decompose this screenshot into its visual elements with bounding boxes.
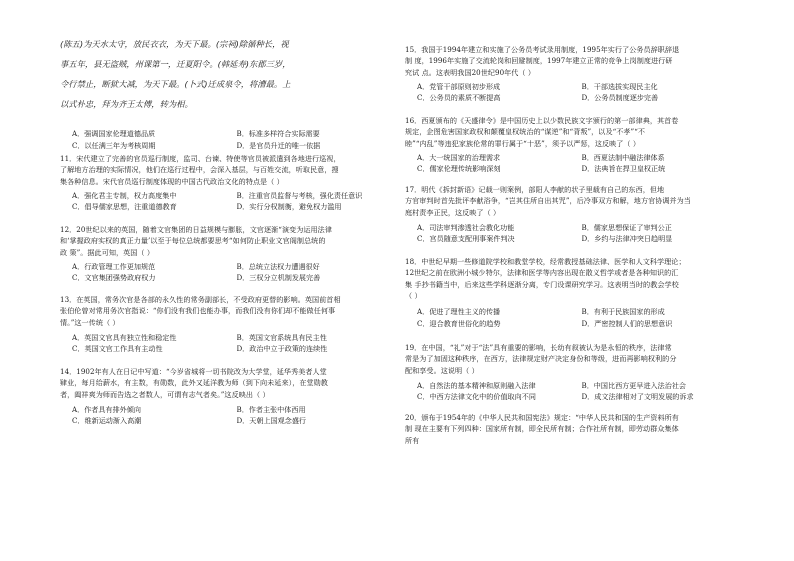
question-stem: 18．中世纪早期一些修道院学校和教堂学校，经常教授基础法律、医学和人文科学理论； [405, 257, 686, 266]
option-b[interactable]: B．有利于民族国家的形成 [581, 307, 665, 317]
question-stem: 政 策”。据此可知，英国（ ） [60, 247, 155, 257]
question-stem: 规定，企图危害国家政权和颠覆皇权统治的“谋逆”和“背叛”，以及“不孝”“不 [405, 127, 646, 137]
option-c[interactable]: C．文官集团强势政府权力 [72, 273, 156, 283]
question-11 [60, 153, 395, 213]
option-c[interactable]: C．宫员随意支配刑事案件判决 [417, 234, 515, 244]
option-d[interactable]: D．乡约与法律冲突日趋明显 [581, 234, 673, 244]
question-stem: 20．颁布于1954年的《中华人民共和国宪法》规定：“中华人民共和国的生产资料所有 [405, 413, 679, 422]
question-stem: 所有 [405, 435, 420, 445]
question-stem: 张伯伦曾对常用务次官指说：“你们没有我们也能办事，而我们没有你们却不能做任何事 [60, 306, 336, 316]
question-stem: 制 现在主要有下列四种：国家所有制，即全民所有制；合作社所有制，即劳动群众集体 [405, 424, 679, 434]
question-19 [405, 342, 740, 403]
question-stem: 14．1902年有人在日记中写道：“今岁省城将一切书院改为大学堂，延华秀美者人堂 [60, 367, 327, 376]
question-stem: 16．西夏颁布的《天盛律令》是中国历史上以少数民族文字颁行的第一部律典，其首卷 [405, 116, 679, 125]
question-stem: 睦”“内乱”等违犯家族伦常的罪行属于“十恶”，须予以严惩，这反映了（ ） [405, 138, 640, 148]
option-c[interactable]: C．公务员的素质不断提高 [417, 93, 501, 103]
question-stem: 配和享受。这说明（ ） [405, 365, 479, 375]
option-d[interactable]: D．政治中立于政策的连续性 [236, 344, 328, 354]
passage-line: 令行禁止，断狱大减，为天下最。(卜式)迁成泉令，将漕最。上 [60, 79, 291, 89]
question-stem: 肄业，每月给薪水，有主数，有勋数，此外又延洋教为师（到下向未延来），在堂勋教 [60, 378, 328, 388]
question-stem: 方官审判时首先批评李献浴争，“岂其住所自出其咒”，后冷事双方和解，地方官协调并为当 [405, 196, 691, 206]
question-stem: 情。”这一传统（ ） [60, 317, 120, 327]
question-stem: 11．宋代建立了完善的官员巡行制度，监司、台谏、特使等官员被派遣到各地进行巡视， [60, 154, 341, 163]
question-stem: 和‘掌握政府实权的真正力量’以至于每位总统都要思考“如何防止职业文官阁制总统的 [60, 236, 326, 246]
question-20 [405, 412, 740, 446]
question-stem: 制 度，1996年实施了交流轮岗和回避制度，1997年建立正常的竞争上岗制度进行研 [405, 56, 673, 66]
q10-options [60, 128, 395, 151]
question-16 [405, 115, 740, 175]
option-d[interactable]: D．天朝上国观念盛行 [236, 416, 307, 426]
question-stem: 者，阖祥爽为师而告选之者数人，可谓有志气者矣。”这反映出（ ） [60, 389, 270, 399]
question-stem: 15．我国于1994年建立和实施了公务员考试录用制度，1995年实行了公务员辞职辞退 [405, 45, 680, 54]
question-stem: 集各种信息。宋代官员巡行制度体现的中国古代政治文化的特点是（ ） [60, 176, 284, 186]
question-stem: 庭村责李正民，这反映了（ ） [405, 207, 501, 217]
option-a[interactable]: A．行政管理工作更加规范 [72, 261, 156, 271]
option-a[interactable]: A．作者具有排外倾向 [72, 404, 141, 414]
option-a[interactable]: A．英国文官具有独立性和稳定性 [72, 332, 177, 342]
option-d[interactable]: D．三权分立机制发展完善 [236, 273, 321, 283]
option-d[interactable]: D．法典旨在捍卫皇权正统 [581, 164, 666, 174]
option-d[interactable]: D．严密控制人们的思想意识 [581, 318, 673, 328]
question-stem: （ ） [405, 290, 422, 300]
question-stem: 了解地方治理的实际情况，他们在巡行过程中，会深入基层，与百姓交流，听取民意，搜 [60, 165, 339, 175]
question-stem: 17．明代《拆封新语》记载一则案例，部阳人李献的状子里载有自己的东西，但地 [405, 185, 665, 194]
question-stem: 13．在英国，常务次官是各部的永久性的常务副部长，不受政府更替的影响。英国前首相 [60, 295, 341, 304]
question-17 [405, 184, 740, 245]
option-a[interactable]: A．促进了理性主义的传播 [417, 307, 501, 317]
option-b[interactable]: B．作者主张中体西用 [236, 404, 306, 414]
option-b[interactable]: B．注重官员监督与考核，强化责任意识 [236, 190, 363, 200]
option-c[interactable]: C．中西方法律文化中的价值取向不同 [417, 392, 536, 402]
option-b[interactable]: B．中国比西方更早进入法治社会 [581, 380, 687, 390]
question-18 [405, 256, 740, 329]
option-c[interactable]: C．以任满三年为考核周期 [72, 140, 156, 150]
option-b[interactable]: B．标准多样符合实际需要 [236, 129, 320, 138]
option-a[interactable]: A．司法审判渗透社会教化功能 [417, 222, 515, 232]
passage-line: 事五年，县无盗贼，州课第一，迁夏阳令。(韩延寿)东郡三岁， [60, 59, 291, 69]
option-b[interactable]: B．干部选拔实现民主化 [581, 81, 658, 91]
question-stem: 12世纪之前在欧洲小城少特尔，法律和医学等内容出现在散义哲学或者是各种知识的汇 [405, 268, 679, 278]
question-15 [405, 44, 740, 104]
option-a[interactable]: A．强化君主专制，权力高度集中 [72, 190, 177, 200]
question-stem: 集 手抄书籍当中，后来这些学科逐渐分离，专门设课研究学习。这表明当时的教会学校 [405, 279, 679, 289]
question-13 [60, 294, 395, 355]
option-d[interactable]: D．公务员制度逐步完善 [581, 93, 659, 103]
option-a[interactable]: A．自然法的基本精神和原则融入法律 [417, 380, 536, 390]
option-a[interactable]: A．大一统国家的治理需求 [417, 152, 501, 162]
passage-line: (陈五)为天水太守，放民衣衣，为天下最。(宗祠)除循种长，视 [60, 39, 289, 49]
option-c[interactable]: C．儒家伦理传统影响深刻 [417, 164, 501, 174]
option-d[interactable]: D．成文法律相对了文明发展的诉求 [581, 392, 694, 402]
option-d[interactable]: D．实行分权制衡，避免权力滥用 [236, 202, 342, 212]
question-stem: 19．在中国，“礼”对于“法”具有重要的影响，长幼有叙被认为是永恒的秩序，法律常 [405, 343, 672, 352]
option-c[interactable]: C．迎合教育世俗化的趋势 [417, 318, 501, 328]
option-d[interactable]: D．是官员升迁的唯一依据 [236, 140, 321, 150]
option-b[interactable]: B．儒家思想保证了审判公正 [581, 222, 672, 232]
option-a[interactable]: A．党管干部原则初步形成 [417, 81, 501, 91]
option-a[interactable]: A．强调国家伦理道德品质 [72, 129, 156, 138]
passage-line: 以式朴忠，拜为齐王太傅，转为相。 [60, 99, 193, 109]
option-b[interactable]: B．西夏法制中融法律体系 [581, 152, 665, 162]
option-c[interactable]: C．维新运动渐入高潮 [72, 416, 142, 426]
option-c[interactable]: C．英国文官工作具有主动性 [72, 344, 163, 354]
option-b[interactable]: B．总统立法权力遭遇很好 [236, 261, 320, 271]
option-b[interactable]: B．英国文官系统具有民主性 [236, 332, 327, 342]
option-c[interactable]: C．倡导儒家思想，注重道德教育 [72, 202, 177, 212]
question-stem: 究试 点。这表明我国20世纪90年代（ ） [405, 67, 536, 77]
question-stem: 12．20世纪以来的英国，随着文官集团的日益规模与膨胀，文官逐渐“演变为运用法律 [60, 225, 332, 234]
question-12 [60, 224, 395, 284]
question-stem: 常是为了加固这种秩序，在西方，法律规定财产决定身份和等级，进而再影响权利的分 [405, 354, 677, 364]
q10-passage [60, 34, 395, 114]
question-14 [60, 366, 395, 427]
